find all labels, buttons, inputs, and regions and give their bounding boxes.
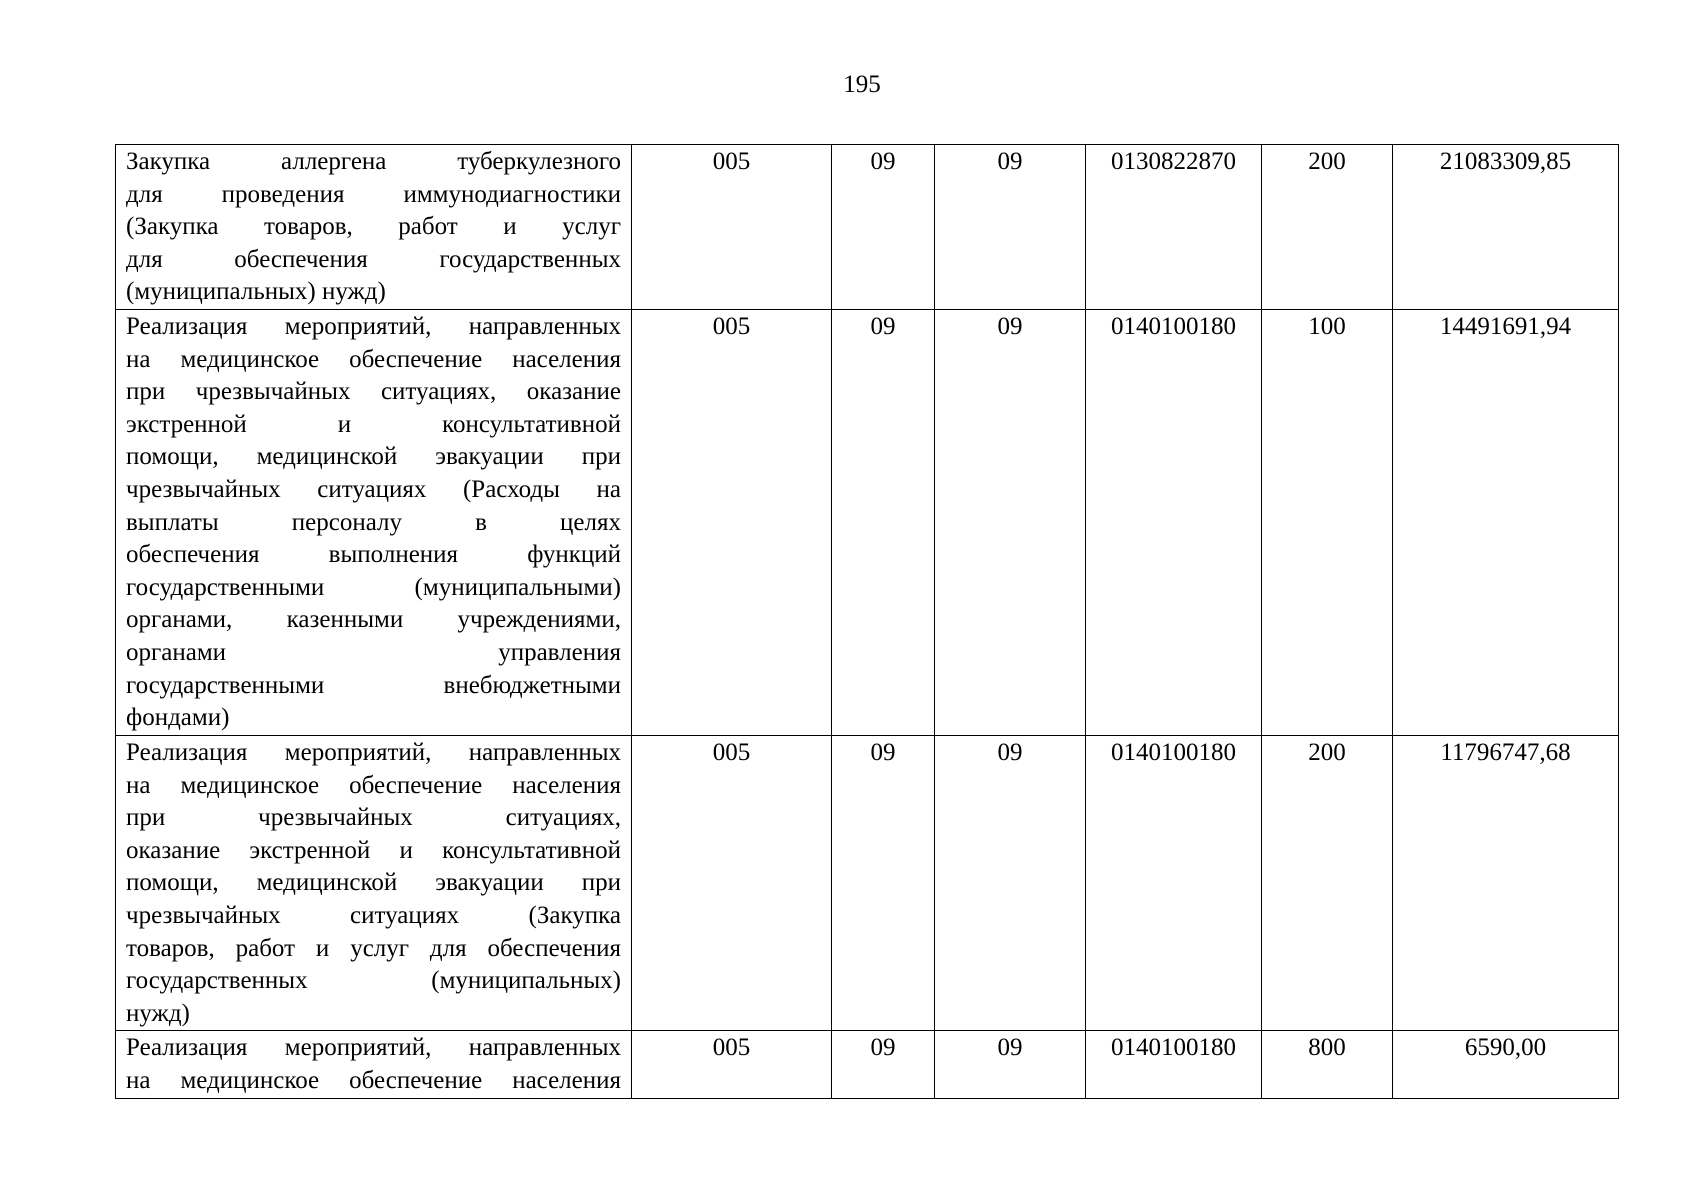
table-row: [116, 736, 1619, 1031]
subsection-code: 09: [935, 145, 1086, 310]
expense-type-code: 800: [1262, 1031, 1393, 1098]
amount: 11796747,68: [1393, 736, 1619, 1031]
description-line: фондами): [126, 704, 230, 732]
description-line: для обеспечения государственных: [126, 245, 621, 273]
ministry-code: 005: [632, 310, 832, 736]
description-line: на медицинское обеспечение населения: [126, 1066, 621, 1094]
description-line: государственных (муниципальных): [126, 967, 621, 995]
description-line: нужд): [126, 999, 190, 1027]
description-line: при чрезвычайных ситуациях, оказание: [126, 378, 621, 406]
expense-type-code: 100: [1262, 310, 1393, 736]
section-code: 09: [832, 145, 935, 310]
description-line: (муниципальных) нужд): [126, 278, 386, 306]
table-row: [116, 1031, 1619, 1098]
expense-type-code: 200: [1262, 736, 1393, 1031]
description-line: для проведения иммунодиагностики: [126, 180, 621, 208]
amount: 21083309,85: [1393, 145, 1619, 310]
subsection-code: 09: [935, 310, 1086, 736]
target-code: 0130822870: [1086, 145, 1262, 310]
target-code: 0140100180: [1086, 310, 1262, 736]
description-line: на медицинское обеспечение населения: [126, 345, 621, 373]
description-line: помощи, медицинской эвакуации при: [126, 869, 621, 897]
description-line: Закупка аллергена туберкулезного: [126, 148, 621, 175]
row-description: [116, 145, 632, 310]
description-line: Реализация мероприятий, направленных: [126, 739, 621, 766]
section-code: 09: [832, 310, 935, 736]
budget-table: [115, 144, 1619, 1099]
section-code: 09: [832, 1031, 935, 1098]
page-number: 195: [843, 71, 881, 98]
section-code: 09: [832, 736, 935, 1031]
description-line: (Закупка товаров, работ и услуг: [126, 213, 621, 241]
description-line: оказание экстренной и консультативной: [126, 836, 621, 864]
description-line: на медицинское обеспечение населения: [126, 771, 621, 799]
description-line: чрезвычайных ситуациях (Расходы на: [126, 475, 621, 503]
row-description: [116, 736, 632, 1031]
amount: 14491691,94: [1393, 310, 1619, 736]
amount: 6590,00: [1393, 1031, 1619, 1098]
row-description: [116, 310, 632, 736]
description-line: помощи, медицинской эвакуации при: [126, 443, 621, 471]
subsection-code: 09: [935, 736, 1086, 1031]
description-line: обеспечения выполнения функций: [126, 541, 621, 569]
description-line: органами, казенными учреждениями,: [126, 606, 621, 634]
description-line: экстренной и консультативной: [126, 410, 621, 438]
target-code: 0140100180: [1086, 736, 1262, 1031]
description-line: товаров, работ и услуг для обеспечения: [126, 934, 621, 962]
description-line: Реализация мероприятий, направленных: [126, 313, 621, 340]
ministry-code: 005: [632, 736, 832, 1031]
subsection-code: 09: [935, 1031, 1086, 1098]
description-line: органами управления: [126, 638, 621, 666]
description-line: выплаты персоналу в целях: [126, 508, 621, 536]
description-line: при чрезвычайных ситуациях,: [126, 804, 621, 832]
table-row: [116, 145, 1619, 310]
description-line: государственными внебюджетными: [126, 671, 621, 699]
expense-type-code: 200: [1262, 145, 1393, 310]
description-line: государственными (муниципальными): [126, 573, 621, 601]
target-code: 0140100180: [1086, 1031, 1262, 1098]
ministry-code: 005: [632, 1031, 832, 1098]
description-line: чрезвычайных ситуациях (Закупка: [126, 901, 621, 929]
row-description: [116, 1031, 632, 1098]
ministry-code: 005: [632, 145, 832, 310]
description-line: Реализация мероприятий, направленных: [126, 1034, 621, 1062]
table-row: [116, 310, 1619, 736]
